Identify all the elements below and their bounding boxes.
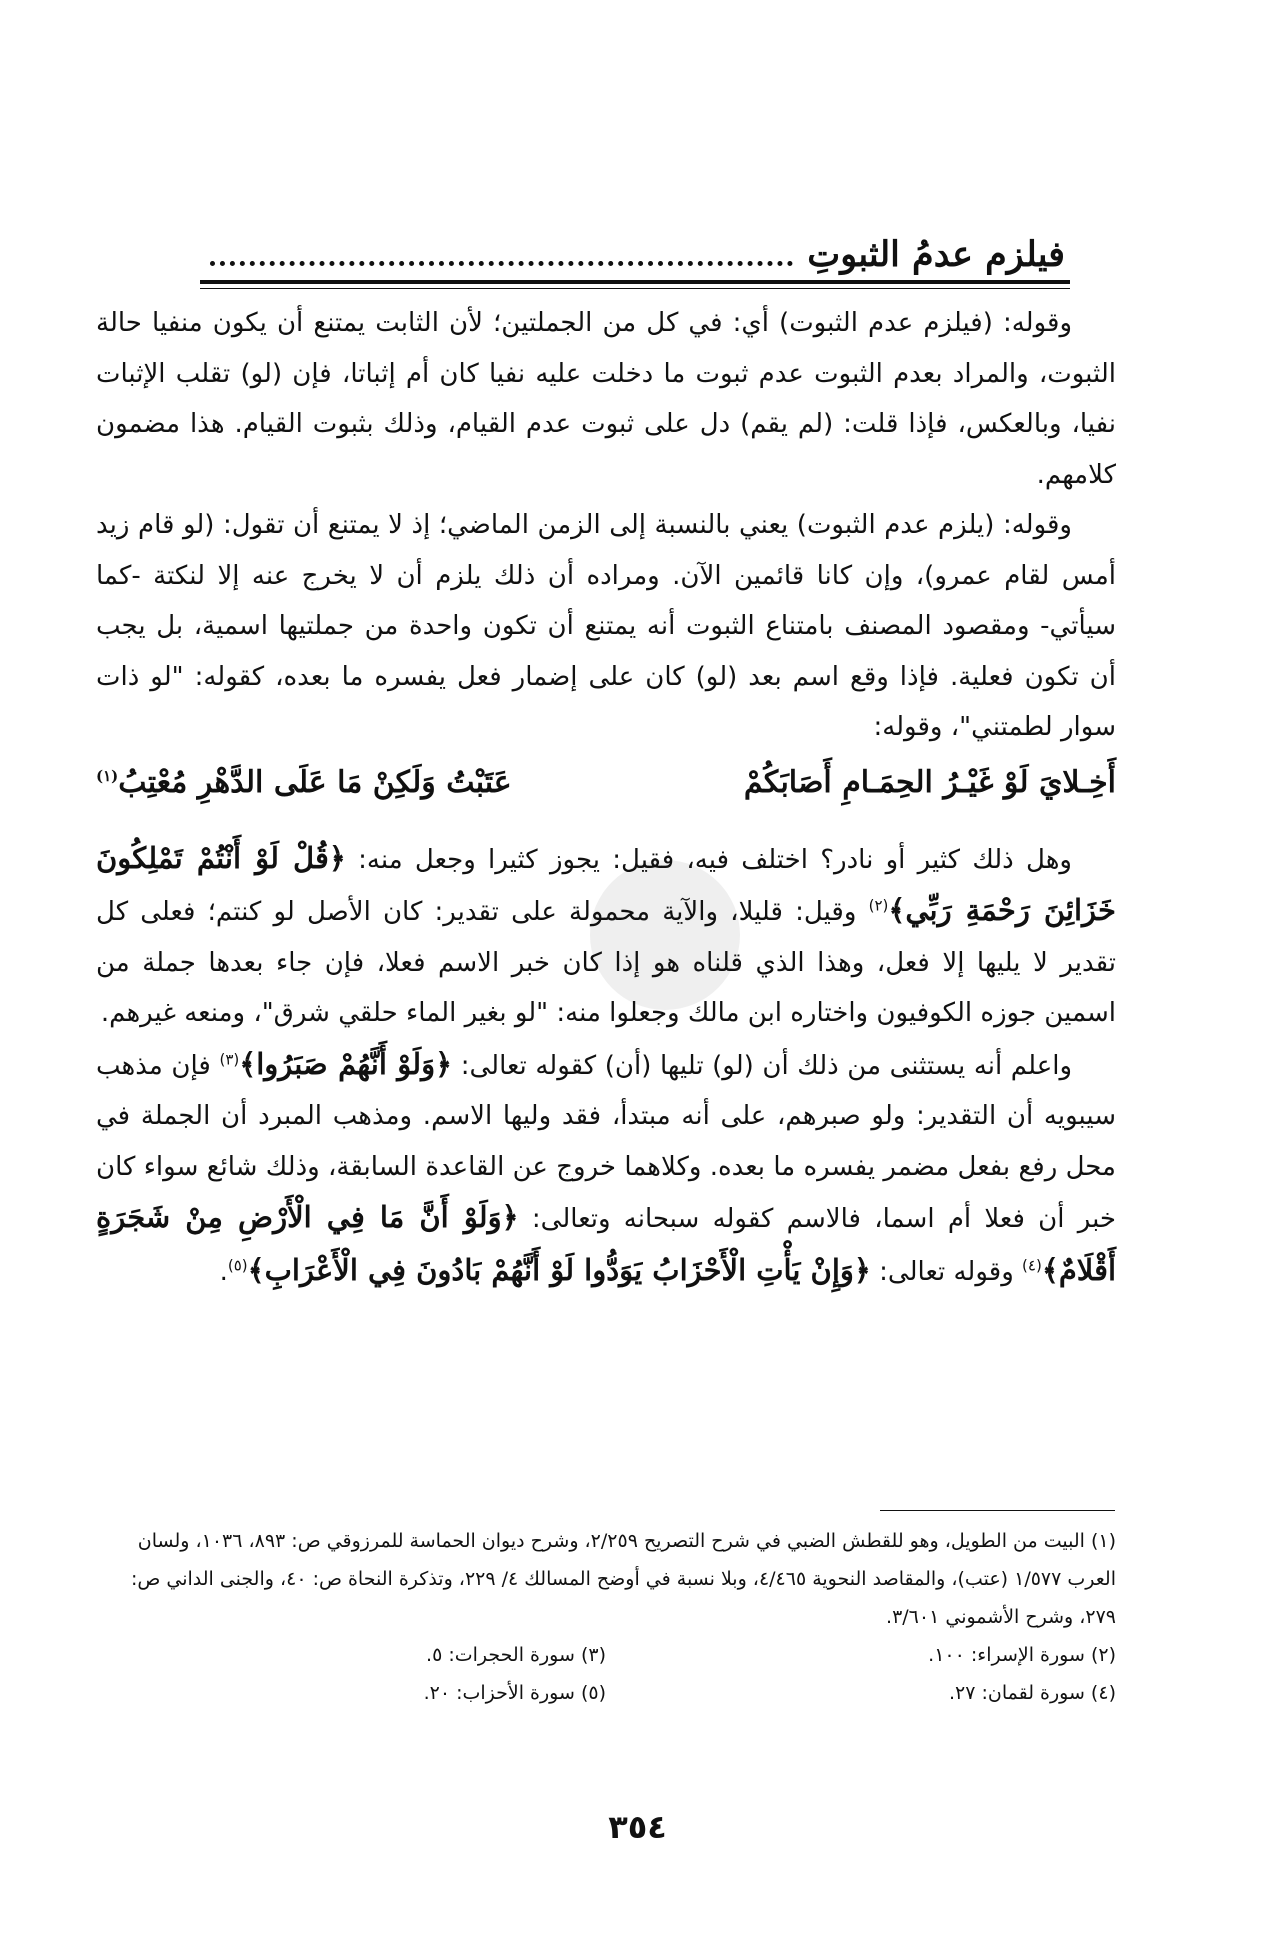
footnote-ref-5: (٥): [227, 1255, 248, 1274]
poetry-verse: [96, 755, 1116, 811]
footnote-5: (٥) سورة الأحزاب: ٢٠.: [423, 1682, 606, 1704]
footnote-separator: [880, 1510, 1115, 1511]
footnote-3: (٣) سورة الحجرات: ٥.: [426, 1644, 606, 1666]
footnote-row-b: [96, 1674, 1116, 1712]
paragraph-4: واعلم أنه يستثنى من ذلك أن (لو) تليها (أن) كقوله تعالى: ﴿وَلَوْ أَنَّهُمْ صَبَرُوا﴾$^{(٣)}$ فإن مذهب سيبويه أن التقدير: ولو صبرهم، على أنه مبتدأ، فقد وليها الاسم. ومذهب المبرد أن الجملة في محل رفع بفعل مضمر يفسره ما بعده. وكلاهما خروج عن القاعدة السابقة، وذلك شائع سواء كان خبر أن فعلا أم اسما، فالاسم كقوله سبحانه وتعالى: ﴿وَلَوْ أَنَّ مَا فِي الْأَرْضِ مِنْ شَجَرَةٍ أَقْلَامٌ﴾$^{(٤)}$ وقوله تعالى: ﴿وَإِنْ يَأْتِ الْأَحْزَابُ يَوَدُّوا لَوْ أَنَّهُمْ بَادُونَ فِي الْأَعْرَابِ﴾$^{(٥)}$.: [96, 1046, 1117, 1287]
page-number: ٣٥٤: [608, 1808, 667, 1846]
running-header-title: فيلزم عدمُ الثبوتِ: [807, 234, 1065, 275]
footnote-2: (٢) سورة الإسراء: ١٠٠.: [928, 1644, 1116, 1666]
main-text: [96, 298, 1116, 1297]
footnote-row-a: [96, 1636, 1116, 1674]
quran-quote-3: ﴿وَلَوْ أَنَّ مَا فِي الْأَرْضِ مِنْ شَجَرَةٍ أَقْلَامٌ﴾: [96, 1200, 1116, 1287]
paragraph-1: وقوله: (فيلزم عدم الثبوت) أي: في كل من الجملتين؛ لأن الثابت يمتنع أن يكون منفيا حالة الثبوت، والمراد بعدم الثبوت عدم ثبوت ما دخلت عليه نفيا كان أم إثباتا، فإن (لو) تقلب الإثبات نفيا، وبالعكس، فإذا قلت: (لم يقم) دل على ثبوت عدم القيام، وذلك بثبوت القيام. هذا مضمون كلامهم.: [96, 308, 1116, 490]
footnote-4: (٤) سورة لقمان: ٢٧.: [948, 1682, 1116, 1704]
footnote-ref-4: (٤): [1022, 1255, 1042, 1274]
quran-quote-2: ﴿وَلَوْ أَنَّهُمْ صَبَرُوا﴾: [239, 1046, 453, 1081]
quran-quote-4: ﴿وَإِنْ يَأْتِ الْأَحْزَابُ يَوَدُّوا لَوْ أَنَّهُمْ بَادُونَ فِي الْأَعْرَابِ﴾: [247, 1252, 871, 1287]
footnote-1: (١) البيت من الطويل، وهو للقطش الضبي في شرح التصريح ٢/٢٥٩، وشرح ديوان الحماسة للمرزوقي ص: ٨٩٣، ١٠٣٦، ولسان العرب ١/٥٧٧ (عتب)، والمقاصد النحوية ٤/٤٦٥، وبلا نسبة في أوضح المسالك ٤/ ٢٢٩، وتذكرة النحاة ص: ٤٠، والجنى الداني ص: ٢٧٩، وشرح الأشموني ٣/٦٠١.: [130, 1530, 1116, 1628]
quran-quote-1: ﴿قُلْ لَوْ أَنْتُمْ تَمْلِكُونَ خَزَائِنَ رَحْمَةِ رَبِّي﴾: [96, 840, 1116, 927]
paragraph-3: وهل ذلك كثير أو نادر؟ اختلف فيه، فقيل: يجوز كثيرا وجعل منه: ﴿قُلْ لَوْ أَنْتُمْ تَمْلِكُونَ خَزَائِنَ رَحْمَةِ رَبِّي﴾$^{(٢)}$ وقيل: قليلا، والآية محمولة على تقدير: كان الأصل لو كنتم؛ فعلى كل تقدير لا يليها إلا فعل، وهذا الذي قلناه هو إذا كان خبر الاسم فعلا، فإن جاء بعدها جملة من اسمين جوزه الكوفيون واختاره ابن مالك وجعلوا منه: "لو بغير الماء حلقي شرق"، ومنعه غيرهم.: [96, 840, 1116, 1028]
verse-first-hemistich: أَخِـلايَ لَوْ غَيْـرُ الحِمَـامِ أَصَابَكُمْ: [743, 764, 1116, 800]
footnotes: [96, 1522, 1116, 1712]
verse-second-hemistich: عَتَبْتُ وَلَكِنْ مَا عَلَى الدَّهْرِ مُعْتِبُ$^{(١)}$: [96, 764, 512, 800]
header-rule-thick: [200, 280, 1070, 284]
header-rule-thin: [200, 288, 1070, 289]
paragraph-2: وقوله: (يلزم عدم الثبوت) يعني بالنسبة إلى الزمن الماضي؛ إذ لا يمتنع أن تقول: (لو قام زيد أمس لقام عمرو)، وإن كانا قائمين الآن. ومراده أن ذلك يلزم أن لا يخرج عنه إلا لنكتة -كما سيأتي- ومقصود المصنف بامتناع الثبوت أنه يمتنع أن تكون واحدة من جملتيها اسمية، بل يجب أن تكون فعلية. فإذا وقع اسم بعد (لو) كان على إضمار فعل يفسره ما بعده، كقوله: "لو ذات سوار لطمتني"، وقوله:: [96, 510, 1116, 742]
footnote-ref-1: (١): [96, 766, 119, 785]
footnote-ref-3: (٣): [219, 1049, 240, 1068]
header-dotted-leader: [210, 261, 793, 266]
running-header: [210, 218, 1065, 275]
footnote-ref-2: (٢): [868, 896, 889, 915]
